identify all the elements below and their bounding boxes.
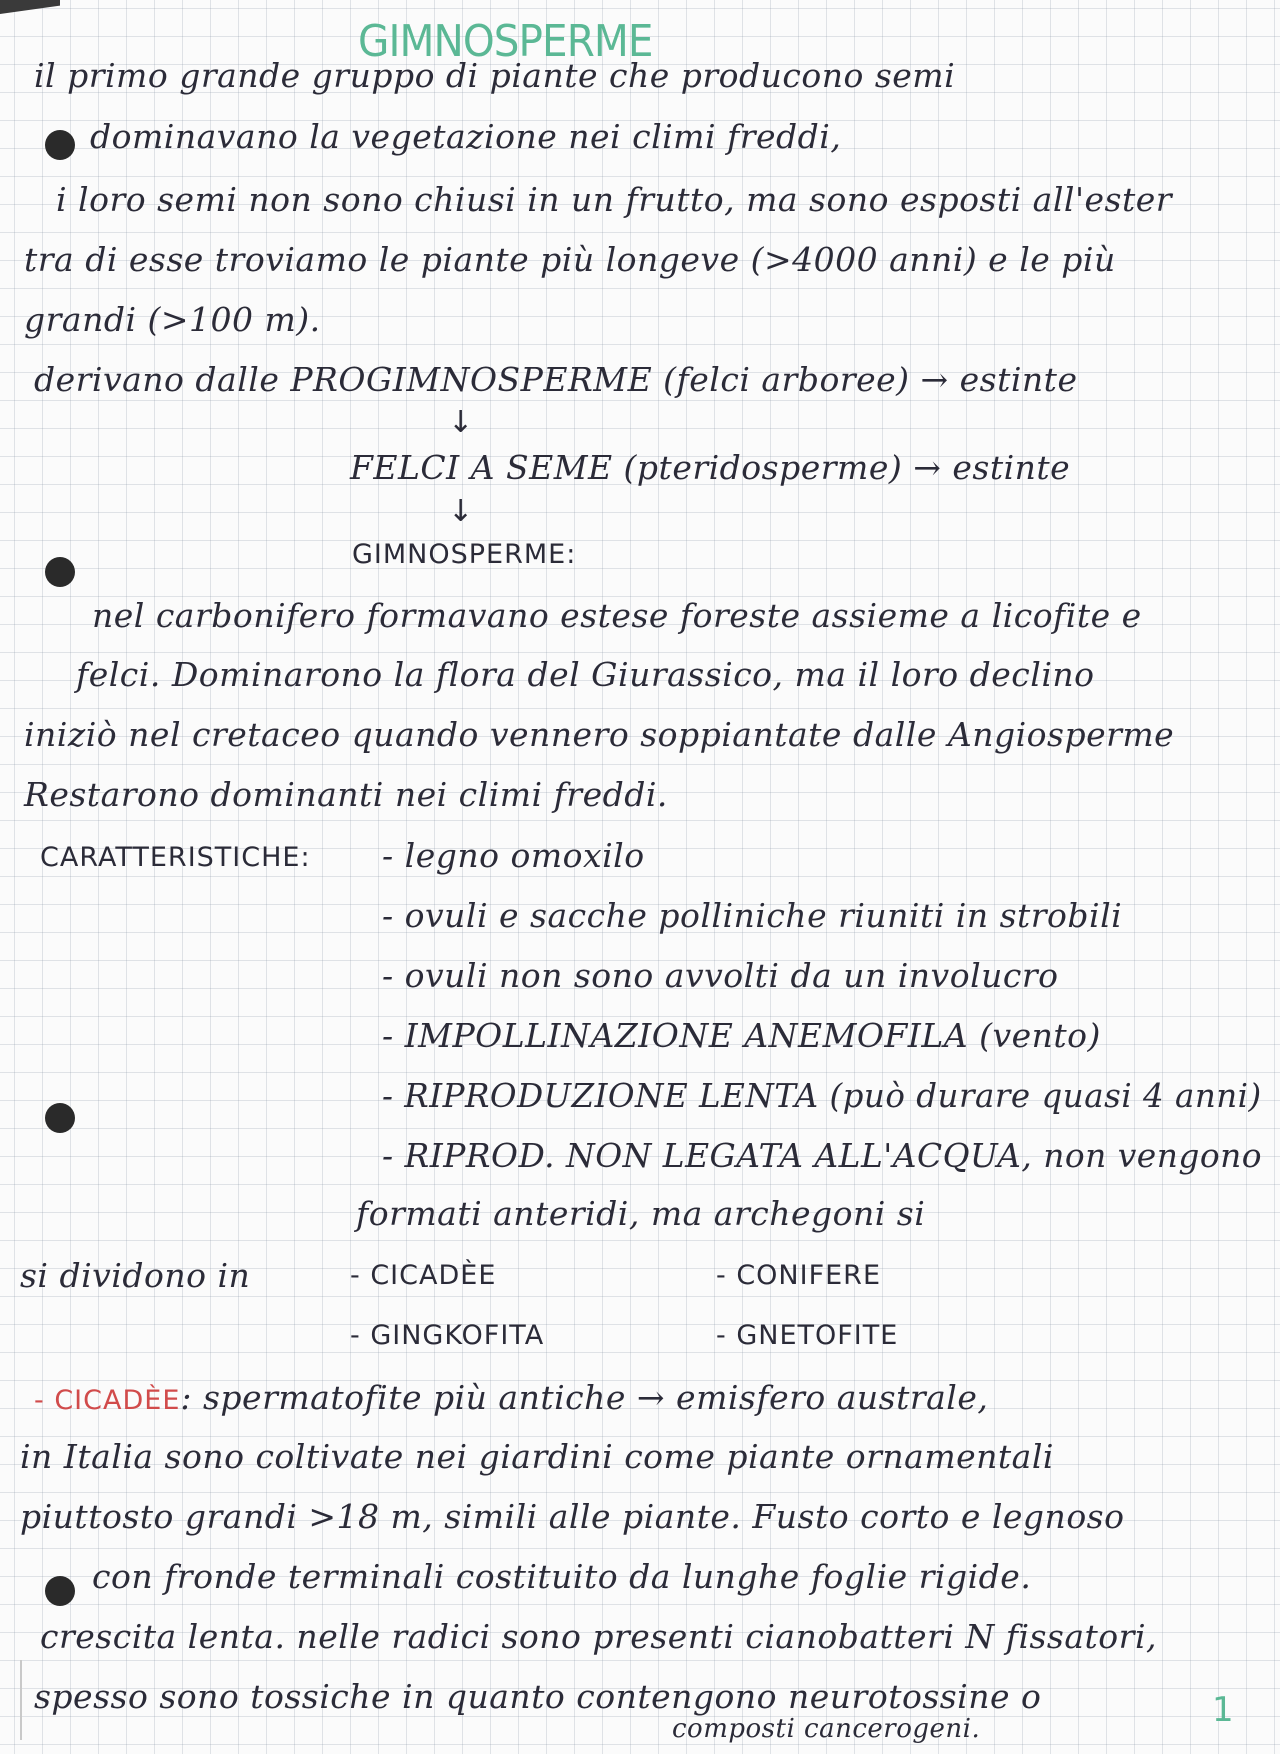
page-number: 1 bbox=[1212, 1690, 1234, 1730]
cicadee-line-5: crescita lenta. nelle radici sono presenti cianobatteri N fissatori, bbox=[40, 1617, 1157, 1656]
characteristic-item: - IMPOLLINAZIONE ANEMOFILA (vento) bbox=[382, 1016, 1101, 1055]
characteristics-continuation: formati anteridi, ma archegoni si bbox=[356, 1194, 926, 1233]
characteristics-label: CARATTERISTICHE: bbox=[40, 842, 311, 873]
cicadee-line-1-text: : spermatofite più antiche → emisfero australe, bbox=[180, 1378, 989, 1417]
binder-hole-1 bbox=[45, 130, 75, 160]
intro-line-4: tra di esse troviamo le piante più longeve (>4000 anni) e le più bbox=[24, 240, 1116, 279]
binder-hole-4 bbox=[45, 1576, 75, 1606]
history-line-3: iniziò nel cretaceo quando vennero soppiantate dalle Angiosperme bbox=[24, 715, 1175, 754]
intro-line-2: dominavano la vegetazione nei climi freddi, bbox=[90, 117, 842, 156]
divisions-label: si dividono in bbox=[20, 1256, 251, 1295]
characteristic-item: - legno omoxilo bbox=[382, 836, 645, 875]
cicadee-line-4: con fronde terminali costituito da lunghe foglie rigide. bbox=[92, 1557, 1032, 1596]
history-line-2: felci. Dominarono la flora del Giurassico, ma il loro declino bbox=[76, 655, 1095, 694]
page-title: GIMNOSPERME bbox=[358, 16, 653, 67]
characteristic-item: - ovuli e sacche polliniche riuniti in strobili bbox=[382, 896, 1123, 935]
paper-edge-line bbox=[20, 1660, 22, 1740]
down-arrow-icon: ↓ bbox=[448, 494, 474, 529]
cicadee-line-6: spesso sono tossiche in quanto contengono neurotossine o bbox=[34, 1677, 1042, 1716]
division-item: - GNETOFITE bbox=[716, 1320, 899, 1351]
down-arrow-icon: ↓ bbox=[448, 405, 474, 440]
division-item: - CICADÈE bbox=[350, 1260, 497, 1291]
cicadee-line-1 bbox=[34, 1378, 988, 1421]
cicadee-line-7: composti cancerogeni. bbox=[672, 1714, 981, 1744]
evolution-line-2: FELCI A SEME (pteridosperme) → estinte bbox=[350, 448, 1071, 487]
history-line-4: Restarono dominanti nei climi freddi. bbox=[24, 775, 668, 814]
history-line-1: nel carbonifero formavano estese foreste assieme a licofite e bbox=[92, 596, 1142, 635]
division-item: - CONIFERE bbox=[716, 1260, 881, 1291]
intro-line-3: i loro semi non sono chiusi in un frutto, ma sono esposti all'ester bbox=[56, 180, 1173, 219]
characteristic-item: - RIPROD. NON LEGATA ALL'ACQUA, non vengono bbox=[382, 1136, 1263, 1175]
binder-hole-3 bbox=[45, 1103, 75, 1133]
intro-line-5: grandi (>100 m). bbox=[24, 300, 321, 339]
scan-corner-mark bbox=[0, 0, 60, 14]
cicadee-heading: - CICADÈE bbox=[34, 1385, 181, 1416]
characteristic-item: - ovuli non sono avvolti da un involucro bbox=[382, 956, 1059, 995]
evolution-line-3: GIMNOSPERME: bbox=[352, 539, 577, 570]
intro-line-1: il primo grande gruppo di piante che producono semi bbox=[34, 56, 956, 95]
binder-hole-2 bbox=[45, 557, 75, 587]
division-item: - GINGKOFITA bbox=[350, 1320, 545, 1351]
characteristic-item: - RIPRODUZIONE LENTA (può durare quasi 4 anni) bbox=[382, 1076, 1262, 1115]
evolution-line-1: derivano dalle PROGIMNOSPERME (felci arboree) → estinte bbox=[34, 360, 1078, 399]
cicadee-line-2: in Italia sono coltivate nei giardini come piante ornamentali bbox=[20, 1437, 1054, 1476]
cicadee-line-3: piuttosto grandi >18 m, simili alle piante. Fusto corto e legnoso bbox=[20, 1497, 1125, 1536]
